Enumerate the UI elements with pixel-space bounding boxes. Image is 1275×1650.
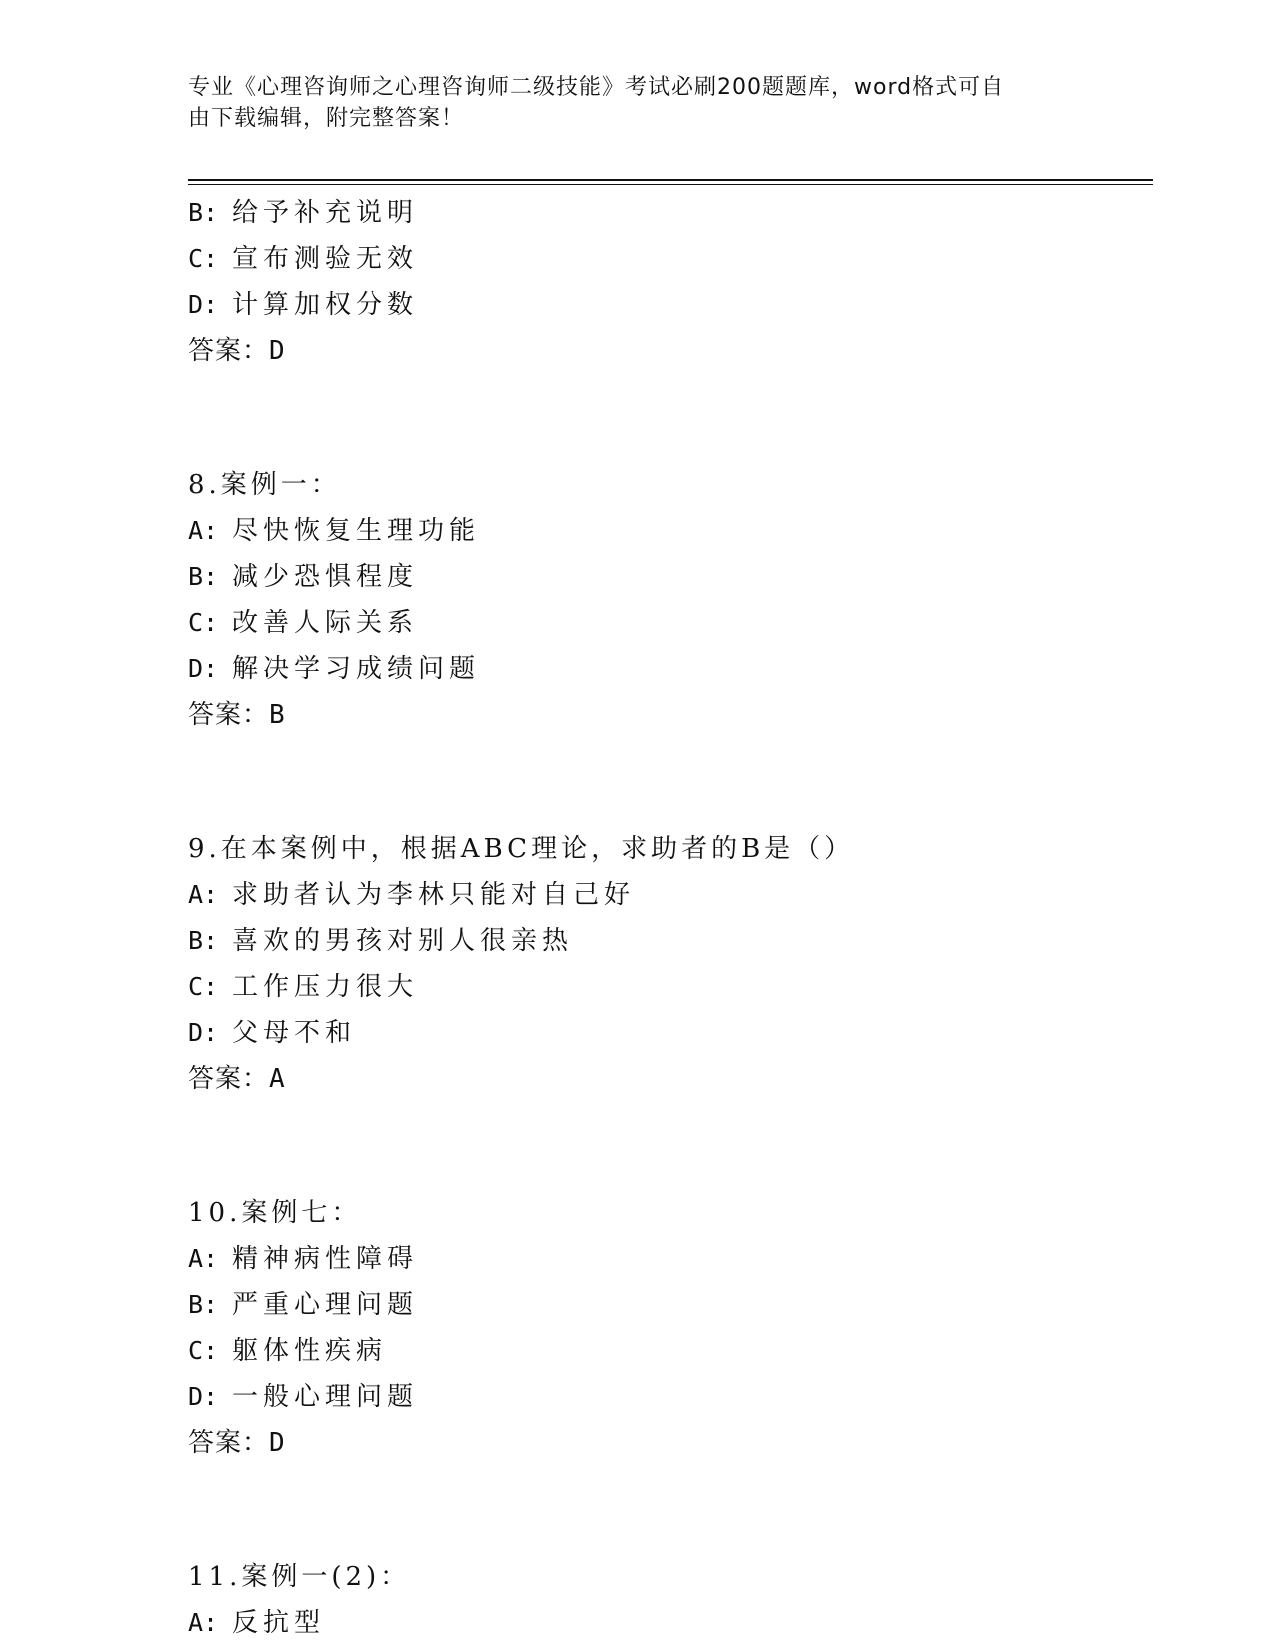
question-8 (188, 462, 1153, 738)
option-b (188, 918, 1153, 964)
spacer (188, 374, 1153, 462)
answer-line (188, 1420, 1153, 1466)
question-stem: 8.案例一： (188, 470, 341, 500)
option-b (188, 1282, 1153, 1328)
header-rule-thick (188, 179, 1153, 181)
option-d (188, 1010, 1153, 1056)
answer-value: B (269, 700, 286, 730)
option-a (188, 1600, 1153, 1646)
question-stem: 11.案例一(2)： (188, 1562, 411, 1592)
option-key: B: (188, 562, 219, 591)
option-b (188, 190, 1153, 236)
option-d (188, 1374, 1153, 1420)
option-c (188, 1328, 1153, 1374)
spacer (188, 1466, 1153, 1554)
option-key: D: (188, 1382, 219, 1411)
option-text: 计算加权分数 (232, 290, 419, 320)
spacer (188, 1102, 1153, 1190)
option-key: A: (188, 880, 219, 909)
question-10 (188, 1190, 1153, 1466)
option-text: 减少恐惧程度 (232, 562, 419, 592)
option-b (188, 554, 1153, 600)
option-key: A: (188, 1244, 219, 1273)
option-key: C: (188, 608, 219, 637)
option-text: 改善人际关系 (232, 608, 419, 638)
question-11 (188, 1554, 1153, 1646)
header-line-1: 专业《心理咨询师之心理咨询师二级技能》考试必刷200题题库，word格式可自 (188, 75, 1005, 100)
option-a (188, 508, 1153, 554)
option-text: 给予补充说明 (232, 198, 419, 228)
option-c (188, 236, 1153, 282)
option-c (188, 964, 1153, 1010)
answer-line (188, 328, 1153, 374)
header-rule-thin (188, 184, 1153, 185)
option-text: 严重心理问题 (232, 1290, 419, 1320)
answer-value: D (269, 1428, 286, 1458)
option-text: 工作压力很大 (232, 972, 419, 1002)
option-key: D: (188, 654, 219, 683)
option-key: D: (188, 290, 219, 319)
option-key: B: (188, 198, 219, 227)
answer-line (188, 692, 1153, 738)
option-text: 反抗型 (232, 1608, 326, 1638)
question-9 (188, 826, 1153, 1102)
question-stem: 9.在本案例中，根据ABC理论，求助者的B是（） (188, 834, 855, 864)
option-c (188, 600, 1153, 646)
option-key: C: (188, 244, 219, 273)
header-line-2: 由下载编辑，附完整答案！ (188, 106, 465, 131)
question-continued (188, 190, 1153, 374)
option-key: B: (188, 1290, 219, 1319)
option-text: 求助者认为李林只能对自己好 (232, 880, 636, 910)
option-text: 喜欢的男孩对别人很亲热 (232, 926, 574, 956)
option-text: 尽快恢复生理功能 (232, 516, 481, 546)
page-header (188, 72, 1068, 134)
option-d (188, 282, 1153, 328)
option-text: 精神病性障碍 (232, 1244, 419, 1274)
option-text: 父母不和 (232, 1018, 357, 1048)
option-a (188, 872, 1153, 918)
option-text: 一般心理问题 (232, 1382, 419, 1412)
option-key: A: (188, 1608, 219, 1637)
option-key: D: (188, 1018, 219, 1047)
answer-line (188, 1056, 1153, 1102)
option-text: 躯体性疾病 (232, 1336, 388, 1366)
answer-value: A (269, 1064, 286, 1094)
option-a (188, 1236, 1153, 1282)
option-key: A: (188, 516, 219, 545)
option-key: C: (188, 972, 219, 1001)
answer-label: 答案： (188, 1064, 270, 1094)
option-key: B: (188, 926, 219, 955)
option-text: 解决学习成绩问题 (232, 654, 481, 684)
answer-label: 答案： (188, 336, 270, 366)
question-stem: 10.案例七： (188, 1198, 362, 1228)
answer-label: 答案： (188, 700, 270, 730)
question-list (188, 190, 1153, 1646)
option-text: 宣布测验无效 (232, 244, 419, 274)
answer-value: D (269, 336, 286, 366)
answer-label: 答案： (188, 1428, 270, 1458)
spacer (188, 738, 1153, 826)
option-key: C: (188, 1336, 219, 1365)
option-d (188, 646, 1153, 692)
